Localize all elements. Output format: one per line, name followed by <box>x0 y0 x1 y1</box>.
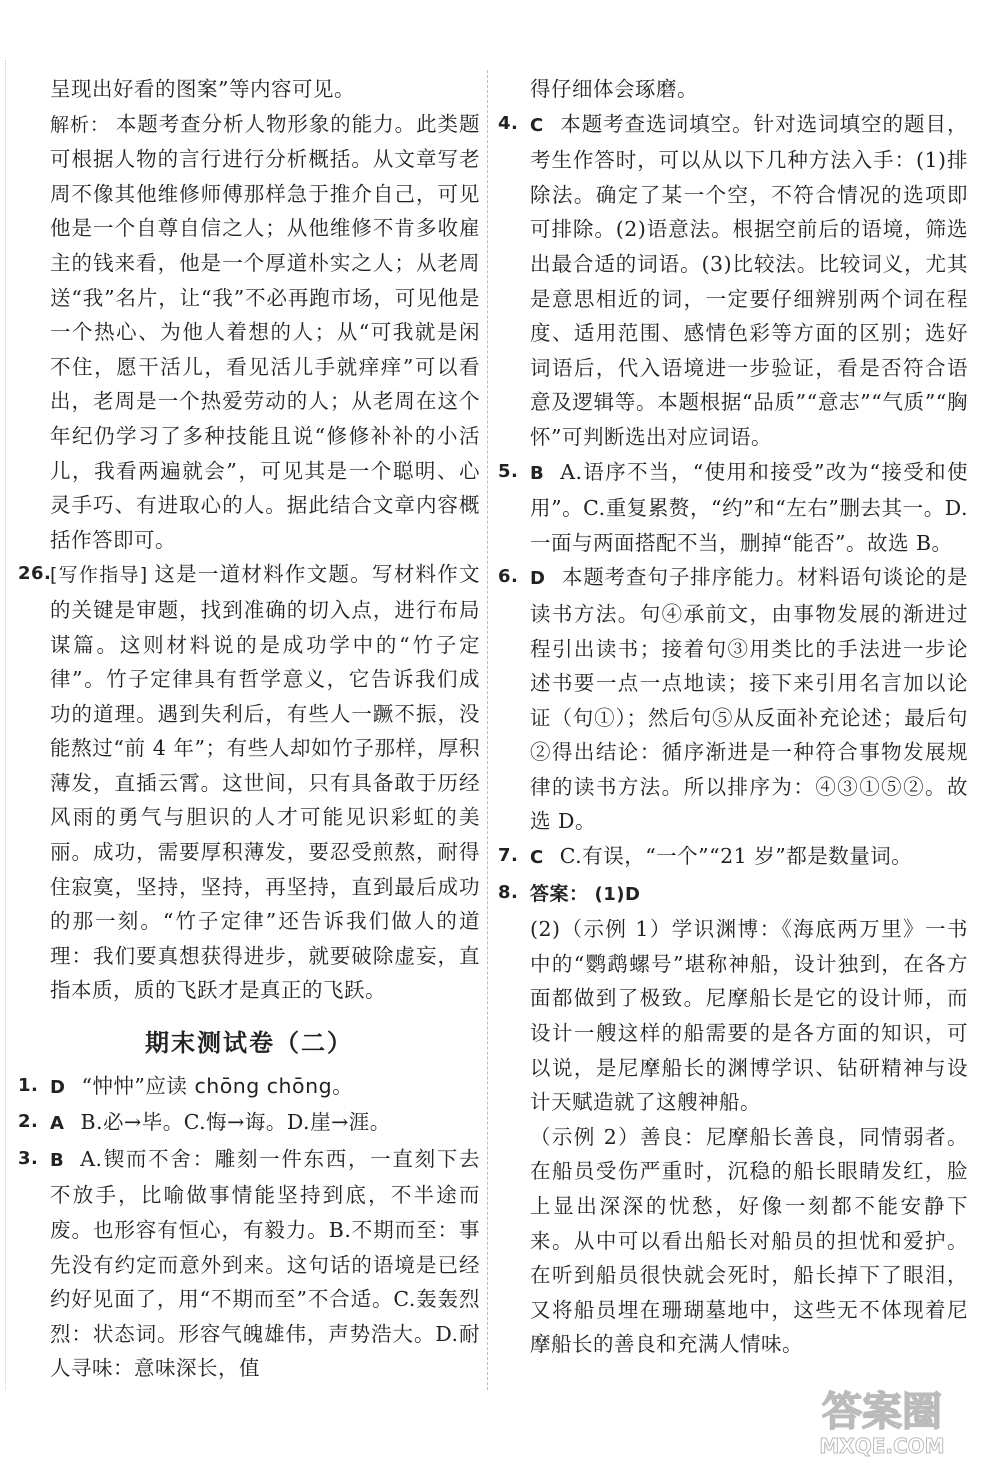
question-6 <box>498 560 968 839</box>
question-7 <box>498 839 968 876</box>
analysis-text: 本题考查分析人物形象的能力。此类题可根据人物的言行进行分析概括。从文章写老周不像其他维修师傅那样急于推介自己，可见他是一个自尊自信之人；从他维修不肯多收雇主的钱来看，他是一个厚道朴实之人；从老周送“我”名片，让“我”不必再跑市场，可见他是一个热心、为他人着想的人；从“可我就是闲不住，愿干活儿，看见活儿手就痒痒”可以看出，老周是一个热爱劳动的人；从老周在这个年纪仍学习了多种技能且说“修修补补的小活儿，我看两遍就会”，可见其是一个聪明、心灵手巧、有进取心的人。据此结合文章内容概括作答即可。 <box>50 111 480 552</box>
question-1-text-end: 。 <box>332 1073 354 1098</box>
question-1-text: “忡忡”应读 <box>81 1073 195 1098</box>
question-number: 4. <box>498 112 519 134</box>
question-number: 7. <box>498 845 519 867</box>
question-26-text: 这是一道材料作文题。写材料作文的关键是审题，找到准确的切入点，进行布局谋篇。这则材料说的是成功学中的“竹子定律”。竹子定律具有哲学意义，它告诉我们成功的道理。遇到失利后，有些人一蹶不振，没能熬过“前 4 年”；有些人却如竹子那样，厚积薄发，直插云霄。这世间，只有具备敢于历经风雨的勇气与胆识的人才可能见识彩虹的美丽。成功，需要厚积薄发，要忍受煎熬，耐得住寂寞，坚持，坚持，再坚持，直到最后成功的那一刻。“竹子定律”还告诉我们做人的道理：我们要真想获得进步，就要破除虚妄，直指本质，质的飞跃才是真正的飞跃。 <box>50 562 481 1003</box>
question-26 <box>18 557 480 1008</box>
right-column <box>498 72 968 1362</box>
question-2-text: B.必→毕。C.悔→诲。D.崖→涯。 <box>80 1110 391 1135</box>
answer-letter: C <box>530 847 544 869</box>
analysis-paragraph <box>18 107 480 558</box>
column-divider <box>487 70 488 1390</box>
answer-label: 答案： <box>530 882 589 905</box>
left-column <box>18 72 480 1386</box>
question-number: 1. <box>18 1074 39 1096</box>
question-number: 6. <box>498 566 519 588</box>
answer-letter: D <box>530 568 546 590</box>
question-4-text: 本题考查选词填空。针对选词填空的题目，考生作答时，可以从以下几种方法入手：(1)排除法。确定了某一个空，不符合情况的选项即可排除。(2)语意法。根据空前后的语境，筛选出最合适的词语。(3)比较法。比较词义，尤其是意思相近的词，一定要仔细辨别两个词在程度、适用范围、感情色彩等方面的区别；选好词语后，代入语境进一步验证，看是否符合语意及逻辑等。本题根据“品质”“意志”“气质”“胸怀”可判断选出对应词语。 <box>530 111 968 449</box>
answer-letter: D <box>50 1076 66 1098</box>
answer-example-1: (2)（示例 1）学识渊博：《海底两万里》一书中的“鹦鹉螺号”堪称神船，设计独到，在各方面都做到了极致。尼摩船长是它的设计师，而设计一艘这样的船需要的是各方面的知识，可以说，是尼摩船长的渊博学识、钻研精神与设计天赋造就了这艘神船。 <box>530 917 968 1115</box>
writing-guide-label: [写作指导] <box>50 564 148 587</box>
question-1-pinyin: chōng chōng <box>194 1073 333 1098</box>
question-8 <box>498 876 968 913</box>
answer-letter: A <box>50 1113 65 1135</box>
question-number: 26. <box>18 563 52 585</box>
paragraph-continuation: 得仔细体会琢磨。 <box>530 77 698 101</box>
question-number: 8. <box>498 881 519 903</box>
section-title: 期末测试卷（二） <box>145 1029 353 1058</box>
answer-example-2: （示例 2）善良：尼摩船长善良，同情弱者。在船员受伤严重时，沉稳的船长眼睛发红，脸上显出深深的忧愁，好像一刻都不能安静下来。从中可以看出船长对船员的担忧和爱护。在听到船员很快就会死时，船长掉下了眼泪，又将船员埋在珊瑚墓地中，这些无不体现着尼摩船长的善良和充满人情味。 <box>530 1124 968 1357</box>
question-5-text: A.语序不当，“使用和接受”改为“接受和使用”。C.重复累赘，“约”和“左右”删去其一。D.一面与两面搭配不当，删掉“能否”。故选 B。 <box>530 459 968 555</box>
answer-letter: B <box>50 1149 65 1171</box>
answer-letter: B <box>530 462 545 484</box>
paragraph-continuation: 呈现出好看的图案”等内容可见。 <box>50 77 355 101</box>
question-6-text: 本题考查句子排序能力。材料语句谈论的是读书方法。句④承前文，由事物发展的渐进过程引出读书；接着句③用类比的手法进一步论述书要一点一点地读；接下来引用名言加以论证（句①）；然后句⑤从反面补充论述；最后句②得出结论：循序渐进是一种符合事物发展规律的读书方法。所以排序为：④③①⑤②。故选 D。 <box>530 565 968 834</box>
question-5 <box>498 455 968 561</box>
question-1 <box>18 1069 480 1106</box>
question-2 <box>18 1105 480 1142</box>
question-number: 2. <box>18 1111 39 1133</box>
question-number: 5. <box>498 460 519 482</box>
binding-edge <box>5 60 6 1390</box>
analysis-label: 解析： <box>50 113 110 136</box>
svg-text:MXQE.COM: MXQE.COM <box>819 1434 945 1458</box>
question-3-text: A.锲而不舍：雕刻一件东西，一直刻下去不放手，比喻做事情能坚持到底，不半途而废。也形容有恒心，有毅力。B.不期而至：事先没有约定而意外到来。这句话的语境是已经约好见面了，用“不期而至”不合适。C.轰轰烈烈：状态词。形容气魄雄伟，声势浩大。D.耐人寻味：意味深长，值 <box>50 1146 480 1381</box>
answer-part-1: (1)D <box>594 883 641 905</box>
question-number: 3. <box>18 1147 39 1169</box>
watermark-logo <box>782 1381 982 1459</box>
question-7-text: C.有误，“一个”“21 岁”都是数量词。 <box>559 844 913 869</box>
question-4 <box>498 107 968 455</box>
question-3 <box>18 1142 480 1386</box>
answer-letter: C <box>530 114 544 136</box>
svg-text:答案圈: 答案圈 <box>822 1389 942 1435</box>
